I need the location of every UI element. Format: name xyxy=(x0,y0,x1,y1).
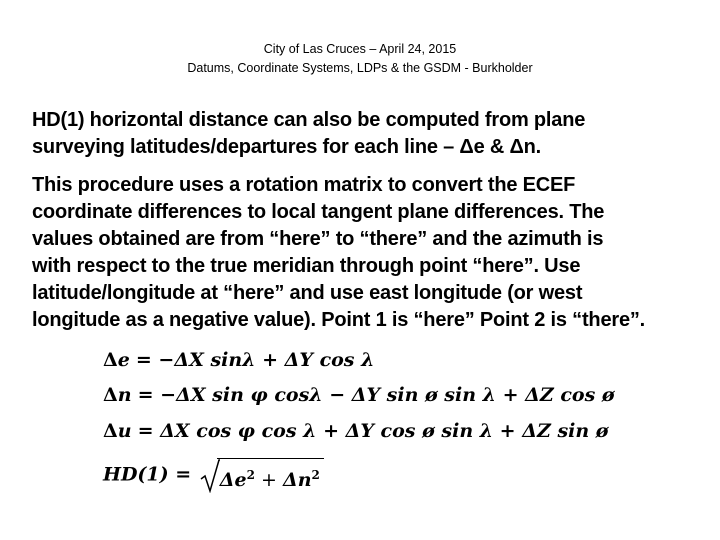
bullet-2-line-6: longitude as a negative value). Point 1 is “here” Point 2 is “there”. xyxy=(32,309,646,331)
eq4-radicand xyxy=(217,458,324,493)
header-line-1: City of Las Cruces – April 24, 2015 xyxy=(263,42,457,56)
bullet-2-line-5: latitude/longitude at “here” and use east longitude (or west xyxy=(32,282,583,304)
eq2-rhs: = −ΔX sin φ cosλ − ΔY sin ø sin λ + ΔZ cos ø xyxy=(137,384,615,406)
equation-hd1 xyxy=(103,458,324,493)
slide-header xyxy=(0,40,720,78)
eq3-rhs: = ΔX cos φ cos λ + ΔY cos ø sin λ + ΔZ sin ø xyxy=(137,420,609,442)
bullet-1-line-1: HD(1) horizontal distance can also be computed from plane xyxy=(32,109,586,131)
bullet-2-line-2: coordinate differences to local tangent plane differences. The xyxy=(32,201,605,223)
equation-delta-u xyxy=(103,418,608,444)
eq3-lhs: u xyxy=(117,420,132,442)
eq2-delta: Δ xyxy=(103,384,118,406)
bullet-2-line-4: with respect to the true meridian through point “here”. Use xyxy=(32,255,581,277)
bullet-1-line-2: surveying latitudes/departures for each line – Δe & Δn. xyxy=(32,136,542,158)
equation-delta-n xyxy=(103,382,615,408)
eq4-term1: Δe xyxy=(219,469,247,491)
equation-delta-e xyxy=(103,347,374,373)
bullet-hd1-description xyxy=(32,107,702,161)
eq1-rhs: = −ΔX sinλ + ΔY cos λ xyxy=(135,349,375,371)
eq2-lhs: n xyxy=(117,384,132,406)
bullet-rotation-procedure xyxy=(32,172,702,334)
eq4-exp1: 2 xyxy=(246,468,255,482)
eq4-exp2: 2 xyxy=(311,468,320,482)
bullet-2-line-1: This procedure uses a rotation matrix to convert the ECEF xyxy=(32,174,576,196)
eq1-lhs: e xyxy=(117,349,130,371)
eq3-delta: Δ xyxy=(103,420,118,442)
eq1-delta: Δ xyxy=(103,349,118,371)
bullet-2-line-3: values obtained are from “here” to “there” and the azimuth is xyxy=(32,228,604,250)
eq4-term2: Δn xyxy=(282,469,312,491)
eq4-lhs: HD(1) = xyxy=(103,463,198,486)
header-line-2: Datums, Coordinate Systems, LDPs & the GSDM - Burkholder xyxy=(187,61,533,75)
eq4-plus: + xyxy=(254,469,283,491)
